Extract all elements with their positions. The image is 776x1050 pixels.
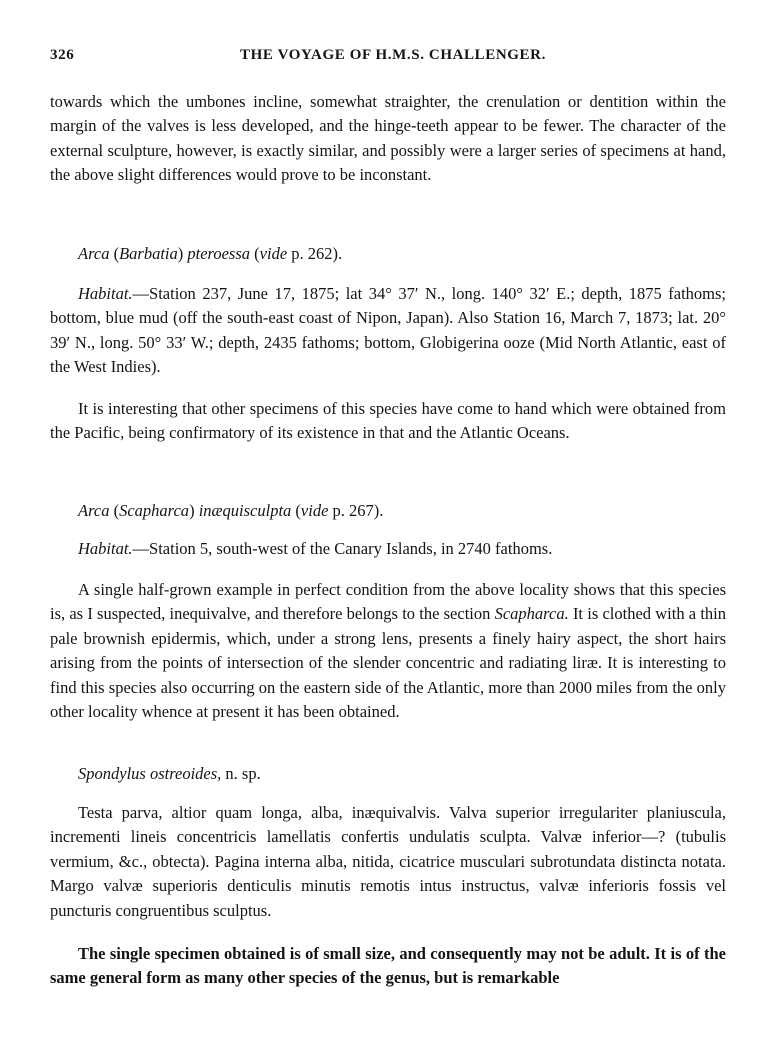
running-title: THE VOYAGE OF H.M.S. CHALLENGER. bbox=[240, 47, 546, 63]
habitat-paragraph-2: Habitat.—Station 5, south-west of the Canary Islands, in 2740 fathoms. bbox=[78, 539, 553, 558]
paragraph-pacific: It is interesting that other specimens of this species have come to hand which were obtained from the Pacific, being confirmatory of its existence in that and the Atlantic Oceans. bbox=[50, 399, 726, 443]
habitat-paragraph-1: Habitat.—Station 237, June 17, 1875; lat 34° 37′ N., long. 140° 32′ E.; depth, 1875 fathoms; bottom, blue mud (off the south-east coast of Nipon, Japan). Also Station 16, March 7, 1873; lat. 20° 39′ N., long. 50° 33′ W.; depth, 2435 fathoms; bottom, Globigerina ooze (Mid North Atlantic, east of the West Indies). bbox=[50, 284, 726, 377]
habitat-label: Habitat. bbox=[78, 284, 133, 303]
paragraph-single-specimen: The single specimen obtained is of small size, and consequently may not be adult. It is of the same general form as many other species of the genus, but is remarkable bbox=[50, 944, 726, 988]
paragraph-continuation: towards which the umbones incline, somewhat straighter, the crenulation or dentition within the margin of the valves is less developed, and the hinge-teeth appear to be fewer. The character of the external sculpture, however, is exactly similar, and possibly were a larger series of specimens at hand, the above slight differences would prove to be inconstant. bbox=[50, 92, 726, 185]
species-heading-arca-pteroessa: Arca (Barbatia) pteroessa (vide p. 262). bbox=[78, 244, 343, 263]
page-header bbox=[50, 47, 726, 67]
paragraph-single-example: A single half-grown example in perfect condition from the above locality shows that this species is, as I suspected, inequivalve, and therefore belongs to the section Scapharca. It is clothed with a thin pale brownish epidermis, which, under a strong lens, presents a finely hairy aspect, the short hairs arising from the points of intersection of the slender concentric and radiating liræ. It is interesting to find this species also occurring on the eastern side of the Atlantic, more than 2000 miles from the only other locality whence at present it has been obtained. bbox=[50, 580, 727, 722]
species-heading-spondylus: Spondylus ostreoides, n. sp. bbox=[78, 764, 261, 783]
habitat-label: Habitat. bbox=[78, 539, 133, 558]
latin-description: Testa parva, altior quam longa, alba, inæquivalvis. Valva superior irregulariter planiuscula, incrementi lineis concentricis lamellatis confertis undulatis sculpta. Valvæ inferior—? (tubulis vermium, &c., obtecta). Pagina interna alba, nitida, cicatrice musculari subrotundata distincta notata. Margo valvæ superioris denticulis minutis remotis intus instructus, valvæ inferioris fossis vel puncturis congruentibus sculptus. bbox=[50, 803, 726, 920]
species-heading-arca-inaequisculpta: Arca (Scapharca) inæquisculpta (vide p. 267). bbox=[78, 501, 384, 520]
page-number: 326 bbox=[50, 47, 75, 63]
